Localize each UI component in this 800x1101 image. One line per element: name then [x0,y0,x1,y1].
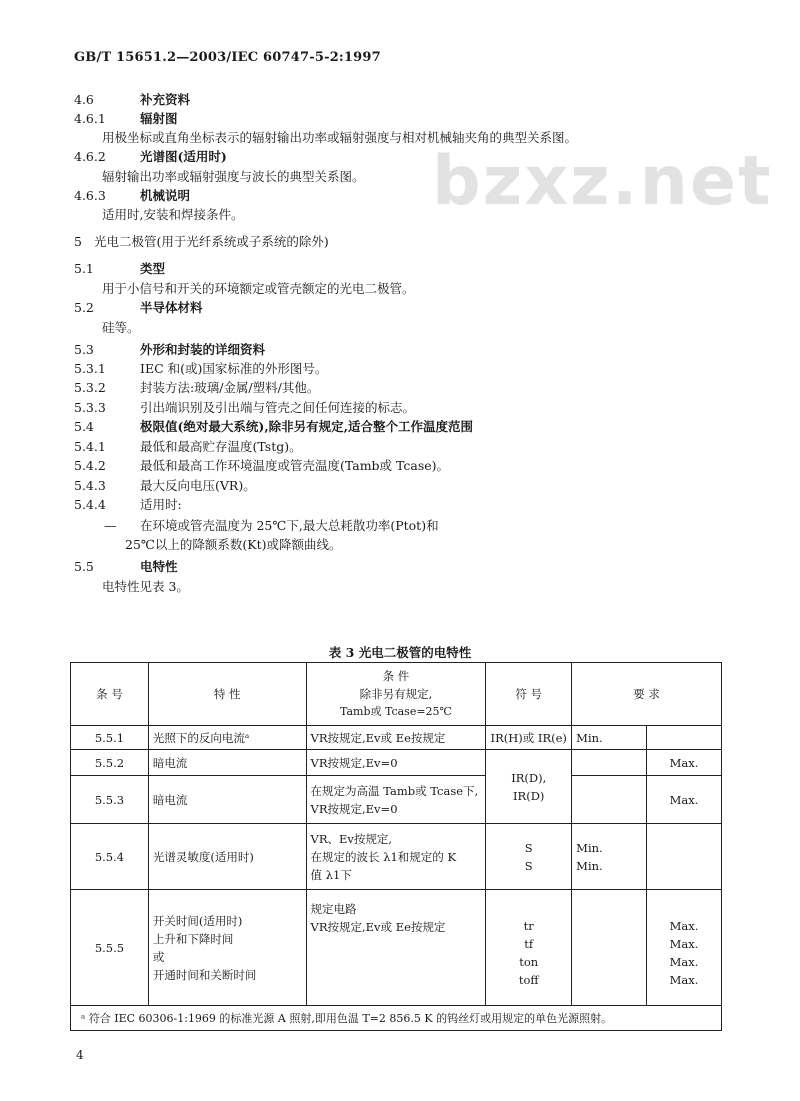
header-requirement: 要 求 [572,663,722,726]
characteristic-line: 开通时间和关断时间 [152,967,257,982]
section-number: 5.2 [74,300,94,315]
row-max [647,824,722,890]
section-number: 5.3 [74,342,94,357]
text-line [125,536,342,554]
row-item: 5.5.3 [71,776,149,824]
text-line [74,379,319,397]
characteristic-line: 或 [152,949,165,964]
text-line [74,341,265,359]
text-line [74,360,327,378]
line-text: 用极坐标或直角坐标表示的辐射输出功率或辐射强度与相对机械轴夹角的典型关系图。 [102,130,578,145]
section-number: 4.6.3 [74,188,106,203]
condition-line: VR、Ev按规定, [310,831,393,846]
text-line [102,206,243,224]
row-item: 5.5.5 [71,890,149,1006]
text-line [74,399,415,417]
line-text: 适用时,安装和焊接条件。 [102,207,244,222]
text-line [74,496,182,514]
max-line: Max. [669,918,699,933]
text-line [74,260,165,278]
section-number: 5.4.1 [74,439,106,454]
symbol-line: ton [519,954,539,969]
section-number: 5.5 [74,559,94,574]
symbol-line: S [524,840,533,855]
table-row [71,750,722,776]
document-header: GB/T 15651.2—2003/IEC 60747-5-2:1997 [74,50,381,65]
text-line [74,418,473,436]
line-text: 外形和封装的详细资料 [140,342,266,357]
section-number: 5.3.3 [74,400,106,415]
text-line [102,168,365,186]
row-characteristic: 光照下的反向电流ᵃ [148,726,306,750]
header-characteristic: 特 性 [148,663,306,726]
line-text: 引出端识别及引出端与管壳之间任何连接的标志。 [140,400,416,415]
section-number: — [104,518,117,533]
text-line [74,299,203,317]
row-item: 5.5.2 [71,750,149,776]
condition-line: 在规定的波长 λ1和规定的 K [310,849,457,864]
row-characteristic [148,890,306,1006]
max-line: Max. [669,954,699,969]
symbol-line: IR(D) [513,788,545,803]
header-condition-1: 条 件 [382,669,410,683]
text-line [74,438,302,456]
table-row [71,890,722,1006]
row-condition [306,890,486,1006]
row-condition: VR按规定,Ev=0 [306,750,486,776]
line-text: 辐射输出功率或辐射强度与波长的典型关系图。 [102,169,365,184]
max-line: Max. [669,936,699,951]
section-number: 5.4 [74,419,94,434]
text-line [104,517,439,535]
section-number: 5.4.3 [74,478,106,493]
row-symbol [486,750,572,824]
section-number: 5 [74,234,82,249]
header-condition [306,663,486,726]
row-characteristic: 暗电流 [148,776,306,824]
row-characteristic: 暗电流 [148,750,306,776]
electrical-characteristics-table [70,662,722,1031]
header-symbol: 符 号 [486,663,572,726]
condition-line: VR按规定,Ev或 Ee按规定 [310,920,446,934]
line-text: 适用时: [140,497,182,512]
line-text: 极限值(绝对最大系统),除非另有规定,适合整个工作温度范围 [140,419,474,434]
text-line [102,280,415,298]
condition-line: 规定电路 [310,902,357,916]
text-line [74,558,178,576]
page-number: 4 [76,1048,84,1062]
row-max [647,726,722,750]
text-line [74,233,329,251]
symbol-line: tr [523,918,534,933]
characteristic-line: 上升和下降时间 [152,931,234,946]
text-line [74,187,190,205]
row-item: 5.5.1 [71,726,149,750]
table-footnote: ᵃ 符合 IEC 60306-1:1969 的标准光源 A 照射,即用色温 T=2 856.5 K 的钨丝灯或用规定的单色光源照射。 [71,1006,722,1031]
line-text: 光谱图(适用时) [140,149,227,164]
min-line: Min. [576,840,603,855]
row-symbol [486,890,572,1006]
line-text: 类型 [140,261,166,276]
line-text: 最大反向电压(VR)。 [140,478,256,493]
watermark-text: bzxz.net [432,142,773,221]
line-text: IEC 和(或)国家标准的外形图号。 [140,361,328,376]
condition-line: VR按规定,Ev=0 [310,801,398,816]
section-number: 4.6 [74,92,94,107]
table-header-row [71,663,722,726]
characteristic-line: 开关时间(适用时) [152,913,243,928]
header-condition-2: 除非另有规定, [359,687,433,701]
line-text: 电特性 [140,559,178,574]
section-number: 5.3.1 [74,361,106,376]
condition-line: 值 λ1下 [310,867,352,882]
text-line [74,477,256,495]
section-number: 5.4.2 [74,458,106,473]
line-text: 封装方法:玻璃/金属/塑料/其他。 [140,380,320,395]
row-max: Max. [647,750,722,776]
table-title: 表 3 光电二极管的电特性 [328,645,472,660]
symbol-line: tf [524,936,534,951]
line-text: 机械说明 [140,188,191,203]
line-text: 光电二极管(用于光纤系统或子系统的除外) [94,234,329,249]
header-condition-3: Tamb或 Tcase=25℃ [339,705,452,718]
line-text: 最低和最高工作环境温度或管壳温度(Tamb或 Tcase)。 [140,458,450,473]
table-row [71,824,722,890]
row-characteristic: 光谱灵敏度(适用时) [148,824,306,890]
line-text: 最低和最高贮存温度(Tstg)。 [140,439,302,454]
text-line [74,110,178,128]
section-number: 4.6.2 [74,149,106,164]
line-text: 用于小信号和开关的环境额定或管壳额定的光电二极管。 [102,281,415,296]
table-footnote-row [71,1006,722,1031]
row-condition [306,824,486,890]
row-symbol [486,824,572,890]
max-line: Max. [669,972,699,987]
row-max [647,890,722,1006]
condition-line: 在规定为高温 Tamb或 Tcase下, [310,783,479,798]
row-condition [306,776,486,824]
table-row [71,726,722,750]
row-min: Min. [572,726,647,750]
line-text: 硅等。 [102,320,140,335]
line-text: 在环境或管壳温度为 25℃下,最大总耗散功率(Ptot)和 [140,518,439,533]
text-line [102,129,577,147]
text-line [102,319,140,337]
line-text: 电特性见表 3。 [102,579,189,594]
symbol-line: toff [518,972,539,987]
text-line [74,91,190,109]
line-text: 补充资料 [140,92,191,107]
line-text: 辐射图 [140,111,178,126]
min-line: Min. [576,858,603,873]
text-line [74,457,449,475]
row-min [572,776,647,824]
row-max: Max. [647,776,722,824]
line-text: 半导体材料 [140,300,203,315]
section-number: 5.3.2 [74,380,106,395]
section-number: 4.6.1 [74,111,106,126]
row-min [572,890,647,1006]
row-min [572,750,647,776]
symbol-line: IR(D), [511,770,547,785]
section-number: 5.4.4 [74,497,106,512]
row-item: 5.5.4 [71,824,149,890]
table-row [71,776,722,824]
row-symbol: IR(H)或 IR(e) [486,726,572,750]
text-line [102,578,189,596]
text-line [74,148,227,166]
symbol-line: S [524,858,533,873]
section-number: 5.1 [74,261,94,276]
line-text: 25℃以上的降额系数(Kt)或降额曲线。 [125,537,342,552]
row-condition: VR按规定,Ev或 Ee按规定 [306,726,486,750]
row-min [572,824,647,890]
header-item: 条 号 [71,663,149,726]
